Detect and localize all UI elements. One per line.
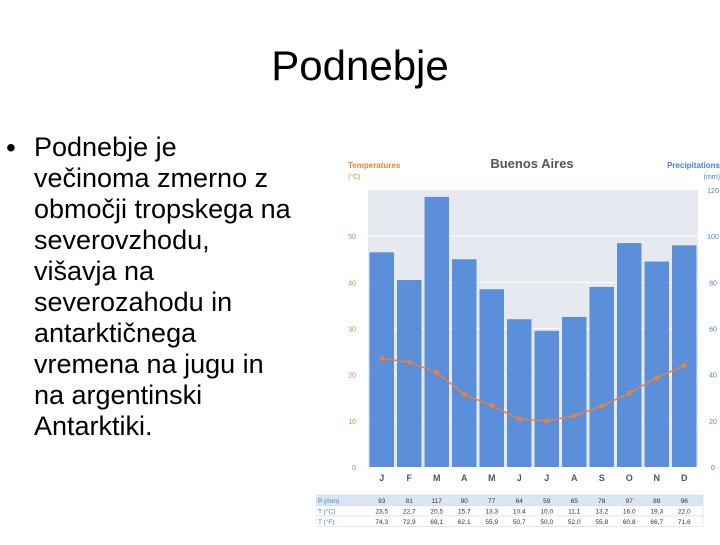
table-cell: 19,3 — [650, 508, 664, 516]
left-tick-label: 30 — [348, 326, 356, 334]
month-label: S — [598, 473, 605, 483]
temperature-point — [434, 370, 439, 375]
month-label: M — [488, 473, 496, 483]
temperature-point — [572, 413, 577, 418]
table-cell: 23,5 — [375, 508, 389, 516]
table-cell: 55,9 — [485, 519, 499, 526]
table-cell: 89 — [653, 498, 661, 505]
table-row-label: T (°C) — [318, 508, 336, 516]
table-cell: 22,0 — [677, 508, 691, 516]
table-cell: 50,0 — [540, 519, 554, 526]
temperature-point — [627, 391, 632, 396]
table-row — [316, 506, 703, 517]
month-label: J — [516, 473, 522, 483]
temperature-point — [654, 375, 659, 380]
bullet-list — [6, 132, 351, 442]
month-label: A — [461, 473, 468, 483]
precipitation-bar — [425, 197, 450, 467]
table-cell: 55,8 — [595, 519, 609, 526]
table-cell: 69,1 — [430, 519, 444, 526]
climate-chart-svg — [316, 150, 720, 540]
table-cell: 65 — [570, 498, 578, 505]
month-label: J — [544, 473, 550, 483]
table-cell: 62,1 — [457, 519, 471, 526]
table-cell: 77 — [488, 498, 496, 505]
left-axis-title: Temperatures — [348, 161, 401, 170]
table-row — [316, 495, 703, 506]
right-tick-label: 80 — [709, 280, 717, 288]
table-cell: 66,7 — [650, 519, 664, 526]
table-cell: 74,3 — [375, 519, 389, 526]
table-cell: 96 — [680, 498, 688, 505]
table-row-label: T (°F) — [318, 519, 335, 526]
temperature-point — [599, 404, 604, 409]
precipitation-bar — [562, 317, 587, 467]
left-tick-label: 0 — [352, 465, 356, 472]
table-cell: 13,2 — [595, 508, 609, 516]
left-tick-label: 50 — [348, 234, 356, 242]
table-row — [316, 516, 703, 527]
table-cell: 90 — [460, 498, 468, 505]
bullet-text: Podnebje je večinoma zmerno z območji tropskega na severovzhodu, višavja na severozahodu in antarktičnega vremena na jugu in na argentinski Antarktiki. — [34, 132, 291, 441]
precipitation-bar — [535, 331, 560, 467]
temperature-point — [544, 418, 549, 423]
table-cell: 50,7 — [512, 519, 526, 526]
month-label: D — [681, 473, 688, 483]
table-cell: 11,1 — [568, 508, 581, 516]
bullet-marker: • — [6, 132, 16, 163]
table-cell: 97 — [625, 498, 633, 505]
left-axis-unit: (°C) — [348, 174, 361, 181]
left-tick-label: 40 — [348, 280, 356, 288]
table-cell: 72,9 — [402, 519, 416, 526]
precipitation-bar — [617, 243, 642, 467]
month-label: J — [379, 473, 385, 483]
precipitation-bar — [507, 319, 532, 467]
table-cell: 64 — [515, 498, 523, 505]
right-tick-label: 120 — [707, 188, 719, 195]
left-tick-label: 20 — [348, 372, 356, 380]
table-cell: 60,8 — [622, 519, 636, 526]
month-label: O — [625, 473, 633, 483]
table-cell: 22,7 — [402, 508, 416, 516]
table-cell: 59 — [543, 498, 551, 505]
right-tick-label: 40 — [709, 372, 717, 380]
table-cell: 10,0 — [540, 508, 554, 516]
right-tick-label: 60 — [709, 326, 717, 334]
right-tick-label: 20 — [709, 418, 717, 426]
precipitation-bar — [452, 259, 477, 467]
table-cell: 16,0 — [622, 508, 636, 516]
table-cell: 117 — [431, 498, 442, 505]
table-cell: 71,6 — [677, 519, 691, 526]
precipitation-bar — [672, 245, 697, 467]
temperature-point — [489, 403, 494, 408]
precipitation-bar — [397, 280, 422, 467]
temperature-point — [682, 363, 687, 368]
table-cell: 13,3 — [485, 508, 499, 516]
month-label: N — [653, 473, 660, 483]
table-cell: 20,5 — [430, 508, 444, 516]
chart-title: Buenos Aires — [490, 156, 574, 171]
precipitation-bar — [590, 287, 615, 467]
table-cell: 93 — [378, 498, 386, 505]
table-cell: 15,7 — [457, 508, 471, 516]
temperature-point — [462, 392, 467, 397]
slide-title: Podnebje — [271, 42, 449, 89]
table-cell: 10,4 — [512, 508, 526, 516]
temperature-point — [379, 356, 384, 361]
temperature-point — [517, 416, 522, 421]
climate-chart — [316, 150, 720, 540]
month-label: F — [406, 473, 412, 483]
precipitation-bar — [480, 289, 505, 467]
right-tick-label: 100 — [707, 234, 719, 242]
right-tick-label: 0 — [711, 465, 715, 472]
table-row-label: P (mm) — [318, 498, 340, 505]
right-axis-title: Precipitations — [667, 161, 720, 170]
month-label: M — [433, 473, 441, 483]
precipitation-bar — [645, 262, 670, 467]
month-label: A — [571, 473, 578, 483]
right-axis-unit: (mm) — [703, 174, 720, 181]
table-cell: 52,0 — [567, 519, 581, 526]
temperature-point — [407, 360, 412, 365]
table-cell: 81 — [405, 498, 413, 505]
table-cell: 78 — [598, 498, 606, 505]
left-tick-label: 10 — [348, 418, 356, 426]
